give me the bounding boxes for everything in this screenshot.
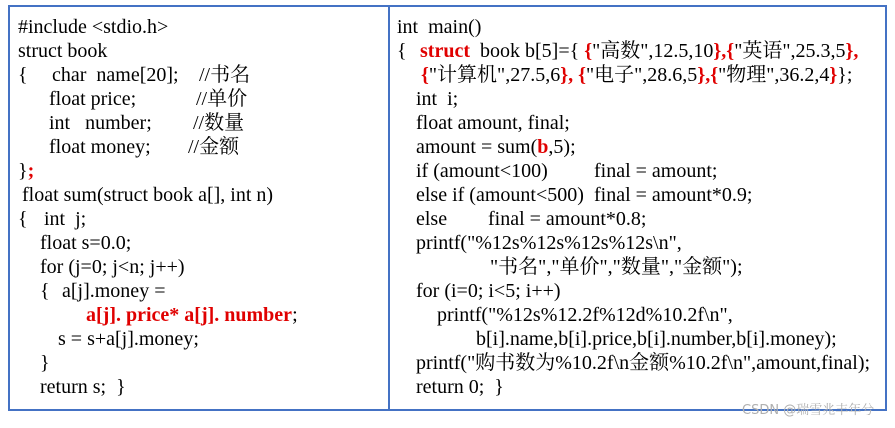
include-directive: #include <stdio.h> — [18, 16, 169, 38]
code-segment-group — [480, 39, 858, 63]
code-line — [390, 135, 885, 159]
code-line — [10, 39, 388, 63]
code-line — [390, 255, 885, 279]
highlighted-brace: { — [421, 64, 429, 86]
code-line — [390, 159, 885, 183]
highlighted-keyword: struct — [420, 40, 470, 62]
code-line — [390, 183, 885, 207]
close-brace: } — [40, 352, 50, 374]
code-line — [390, 111, 885, 135]
variable-declaration: int j; — [44, 208, 87, 230]
right-code-panel — [390, 7, 885, 409]
main-signature: int main() — [397, 16, 482, 38]
code-line — [10, 351, 388, 375]
watermark: CSDN @瑞雪兆丰年兮 — [742, 403, 875, 418]
highlighted-brace: }, { — [560, 64, 586, 86]
semicolon: ; — [292, 304, 298, 326]
code-line — [390, 231, 885, 255]
assignment-statement: s = s+a[j].money; — [58, 328, 199, 350]
code-segment-group — [421, 63, 852, 87]
open-brace: { — [40, 280, 50, 302]
function-signature: float sum(struct book a[], int n) — [22, 184, 274, 206]
function-call-end: ,5); — [548, 136, 576, 158]
printf-call: printf("%12s%12.2f%12d%10.2f\n", — [437, 304, 733, 326]
code-segment-group — [18, 159, 34, 183]
member-declaration: char name[20]; — [52, 64, 179, 86]
assignment-statement: final = amount*0.8; — [488, 208, 647, 230]
code-line — [10, 159, 388, 183]
variable-declaration: float s=0.0; — [40, 232, 132, 254]
highlighted-brace: { — [584, 40, 593, 62]
variable-declaration: int i; — [416, 88, 459, 110]
printf-call: printf("%12s%12s%12s%12s\n", — [416, 232, 682, 254]
variable-declaration: float amount, final; — [416, 112, 570, 134]
if-condition: if (amount<100) — [416, 160, 548, 182]
highlighted-brace: },{ — [713, 40, 735, 62]
else-keyword: else — [416, 208, 448, 230]
code-comment: //书名 — [199, 64, 251, 86]
else-if-condition: else if (amount<500) — [416, 184, 584, 206]
code-comment: //金额 — [188, 136, 240, 158]
highlighted-brace: }, — [845, 40, 859, 62]
code-line — [10, 87, 388, 111]
open-brace: { — [18, 208, 28, 230]
highlighted-expression: a[j]. price* a[j]. number — [86, 304, 293, 326]
code-line — [10, 63, 388, 87]
code-line — [10, 207, 388, 231]
initializer-values: "计算机",27.5,6 — [428, 64, 561, 86]
code-segment-group — [416, 135, 576, 159]
highlighted-argument: b — [537, 136, 549, 158]
code-line — [390, 327, 885, 351]
member-declaration: int number; — [49, 112, 152, 134]
highlighted-brace: } — [829, 64, 838, 86]
code-line — [390, 279, 885, 303]
code-segment-group — [86, 303, 298, 327]
code-line — [390, 15, 885, 39]
code-line — [10, 255, 388, 279]
printf-call: printf("购书数为%10.2f\n金额%10.2f\n",amount,final); — [416, 352, 871, 374]
function-call: amount = sum( — [416, 136, 538, 158]
open-brace: { — [397, 40, 407, 62]
code-comment: //单价 — [196, 88, 248, 110]
assignment-statement: a[j].money = — [62, 280, 166, 302]
code-line — [10, 279, 388, 303]
initializer-values: "高数",12.5,10 — [592, 40, 714, 62]
for-loop-header: for (i=0; i<5; i++) — [416, 280, 561, 302]
open-brace: { — [18, 64, 28, 86]
code-line — [10, 111, 388, 135]
highlighted-brace: },{ — [697, 64, 719, 86]
assignment-statement: final = amount; — [594, 160, 718, 182]
member-declaration: float price; — [49, 88, 137, 110]
code-line — [390, 39, 885, 63]
code-line — [390, 63, 885, 87]
code-line — [10, 303, 388, 327]
highlighted-semicolon: ; — [27, 160, 35, 182]
assignment-statement: final = amount*0.9; — [594, 184, 753, 206]
return-statement: return 0; } — [416, 376, 504, 398]
for-loop-header: for (j=0; j<n; j++) — [40, 256, 185, 278]
code-line — [10, 183, 388, 207]
member-declaration: float money; — [49, 136, 151, 158]
code-line — [10, 327, 388, 351]
code-comment: //数量 — [193, 112, 245, 134]
code-line — [390, 207, 885, 231]
initializer-values: "物理",36.2,4 — [718, 64, 830, 86]
return-statement: return s; } — [40, 376, 126, 398]
close-brace: } — [18, 160, 28, 182]
code-line — [390, 375, 885, 399]
code-line — [10, 231, 388, 255]
code-line — [10, 135, 388, 159]
left-code-panel — [10, 7, 388, 409]
code-line — [390, 87, 885, 111]
struct-declaration: struct book — [18, 40, 108, 62]
code-line — [10, 375, 388, 399]
code-line — [390, 303, 885, 327]
initializer-values: "电子",28.6,5 — [585, 64, 698, 86]
printf-arguments: "书名","单价","数量","金额"); — [490, 256, 743, 278]
code-line — [10, 15, 388, 39]
closing-braces: }; — [837, 64, 853, 86]
initializer-values: "英语",25.3,5 — [734, 40, 846, 62]
code-line — [390, 351, 885, 375]
printf-arguments: b[i].name,b[i].price,b[i].number,b[i].money); — [476, 328, 837, 350]
code-table — [8, 5, 887, 411]
array-declaration: book b[5]={ — [480, 40, 585, 62]
